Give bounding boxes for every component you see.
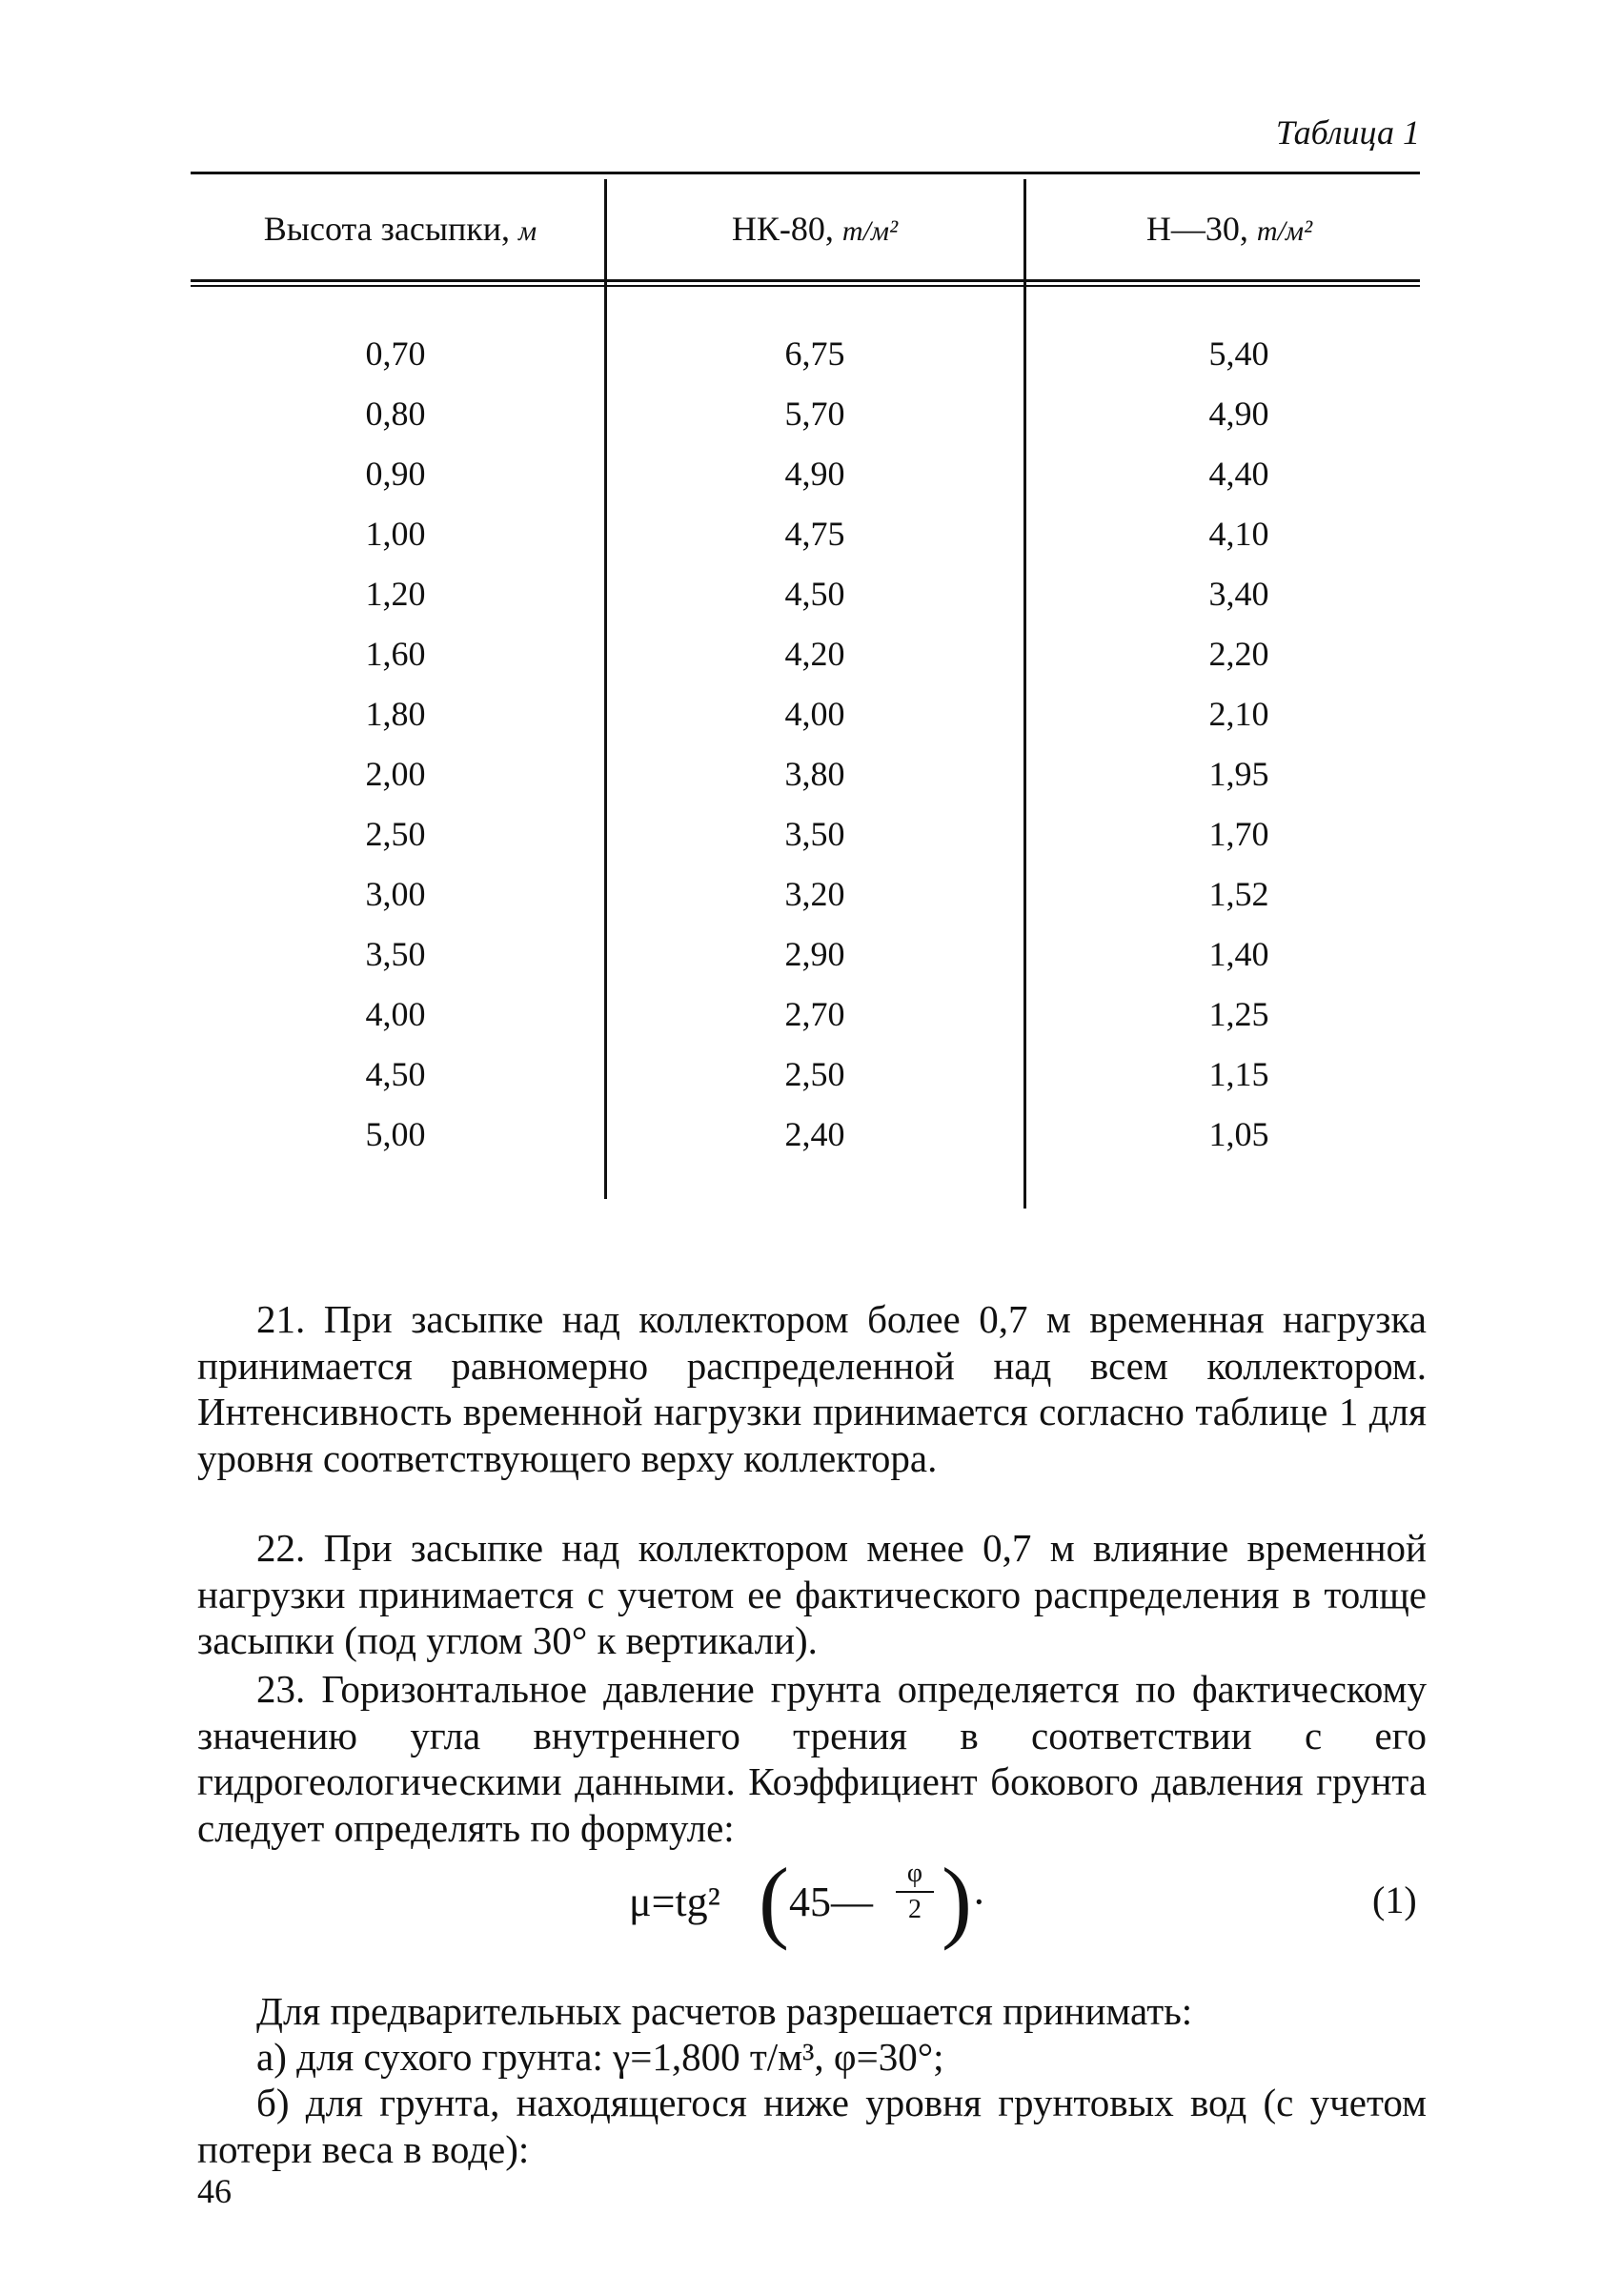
table-cell: 1,20: [365, 575, 426, 613]
paragraph-21-text: 21. При засыпке над коллектором более 0,7 м временная нагрузка принимается равномерно распределенной над всем коллектором. Интенсивность временной нагрузки принимается согласно таблице 1 для уровня соответствующего верху коллектора.: [197, 1297, 1427, 1480]
table-cell: 1,05: [1208, 1115, 1269, 1153]
table-cell: 4,00: [784, 695, 845, 733]
table-cell: 6,75: [784, 335, 845, 373]
table-cell: 4,20: [784, 635, 845, 673]
wet-soil-line-text: б) для грунта, находящегося ниже уровня грунтовых вод (с учетом потери веса в воде):: [197, 2081, 1427, 2171]
table-cell: 0,80: [365, 395, 426, 433]
paragraph-21: [197, 1296, 1427, 1481]
header-n30-label: Н—30,: [1145, 210, 1248, 248]
table-cell: 3,40: [1208, 575, 1269, 613]
table-cell: 1,80: [365, 695, 426, 733]
table-header-rule-2: [191, 285, 1420, 287]
header-nk80-label: НК-80,: [731, 210, 834, 248]
table-cell: 3,80: [784, 755, 845, 793]
table-cell: 2,20: [1208, 635, 1269, 673]
table-cell: 4,75: [784, 515, 845, 553]
header-n30: [1029, 200, 1429, 257]
left-paren: (: [759, 1849, 789, 1951]
table-cell: 2,50: [784, 1055, 845, 1093]
table-cell: 5,70: [784, 395, 845, 433]
wet-soil-line: [197, 2080, 1427, 2172]
table-cell: 2,50: [365, 815, 426, 853]
dry-soil-line: [197, 2034, 1427, 2081]
paragraph-22-text: 22. При засыпке над коллектором менее 0,7 м влияние временной нагрузки принимается с учетом ее фактического распределения в толще засыпки (под углом 30° к вертикали).: [197, 1526, 1427, 1662]
formula: [572, 1849, 1048, 1963]
table-cell: 4,00: [365, 995, 426, 1033]
header-n30-unit: т/м²: [1256, 215, 1313, 247]
column-nk80: [696, 324, 934, 1165]
table-cell: 2,40: [784, 1115, 845, 1153]
paragraph-22: [197, 1525, 1427, 1664]
fraction-numerator: φ: [906, 1859, 923, 1888]
table-cell: 0,90: [365, 455, 426, 493]
table-header-rule: [191, 279, 1420, 282]
header-nk80: [610, 200, 1020, 257]
header-height-unit: м: [518, 215, 537, 247]
table-cell: 1,00: [365, 515, 426, 553]
paragraph-23-text: 23. Горизонтальное давление грунта определяется по фактическому значению угла внутреннего трения в соответствии с его гидрогеологическими данными. Коэффициент бокового давления грунта следует определять по формуле:: [197, 1667, 1427, 1850]
table-cell: 1,60: [365, 635, 426, 673]
equation-number: (1): [1372, 1879, 1417, 1921]
header-height: [200, 200, 600, 257]
table-top-rule: [191, 172, 1420, 174]
formula-number: 45—: [789, 1879, 873, 1925]
table-cell: 1,70: [1208, 815, 1269, 853]
table-cell: 1,25: [1208, 995, 1269, 1033]
table-cell: 4,10: [1208, 515, 1269, 553]
formula-fraction: [896, 1859, 934, 1925]
paragraph-23: [197, 1666, 1427, 1851]
table-cell: 2,10: [1208, 695, 1269, 733]
fraction-bar: [896, 1891, 934, 1893]
formula-dot: ·: [972, 1879, 986, 1925]
table-cell: 5,00: [365, 1115, 426, 1153]
formula-lhs: μ=tg²: [629, 1879, 720, 1925]
table-cell: 4,90: [1208, 395, 1269, 433]
table-cell: 4,50: [365, 1055, 426, 1093]
column-n30: [1120, 324, 1358, 1165]
table-cell: 3,00: [365, 875, 426, 913]
table-cell: 1,52: [1208, 875, 1269, 913]
table-cell: 0,70: [365, 335, 426, 373]
table-cell: 4,50: [784, 575, 845, 613]
fraction-denominator: 2: [908, 1895, 922, 1924]
dry-soil-line-text: а) для сухого грунта: γ=1,800 т/м³, φ=30°;: [256, 2035, 944, 2079]
prelim-line: [197, 1988, 1427, 2035]
table-cell: 1,15: [1208, 1055, 1269, 1093]
column-divider-2: [1023, 179, 1026, 1209]
table-cell: 4,40: [1208, 455, 1269, 493]
table-cell: 1,40: [1208, 935, 1269, 973]
table-cell: 3,50: [784, 815, 845, 853]
column-divider-1: [604, 179, 607, 1199]
table-cell: 3,50: [365, 935, 426, 973]
header-nk80-unit: т/м²: [841, 215, 899, 247]
table-cell: 5,40: [1208, 335, 1269, 373]
table-cell: 2,70: [784, 995, 845, 1033]
prelim-line-text: Для предварительных расчетов разрешается принимать:: [256, 1989, 1193, 2033]
page-number: 46: [197, 2172, 232, 2210]
column-height: [276, 324, 515, 1165]
table-cell: 4,90: [784, 455, 845, 493]
right-paren: ): [942, 1849, 972, 1951]
table-cell: 2,00: [365, 755, 426, 793]
header-height-label: Высота засыпки,: [263, 210, 511, 248]
table-cell: 3,20: [784, 875, 845, 913]
table-caption: Таблица 1: [1275, 113, 1420, 152]
table-cell: 1,95: [1208, 755, 1269, 793]
table-cell: 2,90: [784, 935, 845, 973]
